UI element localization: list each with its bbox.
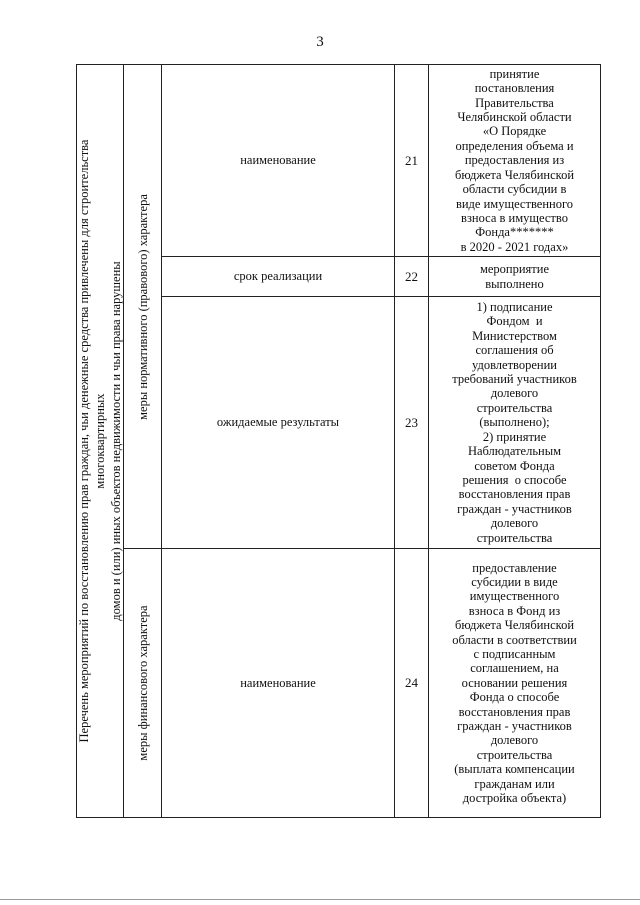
value-line: области субсидии в: [462, 182, 567, 197]
main-heading-line1: Перечень мероприятий по восстановлению прав граждан, чьи денежные средства привлечены для строительства многоквартирных: [77, 139, 107, 743]
row-label: наименование: [162, 65, 395, 257]
value-line: удовлетворении: [472, 357, 557, 372]
value-line: соглашением, на: [470, 661, 559, 676]
row-number: 21: [395, 65, 429, 257]
value-line: Фондом и: [486, 314, 543, 329]
value-line: долевого: [490, 733, 539, 748]
row-value: [429, 297, 601, 549]
value-line: восстановления прав: [458, 704, 571, 719]
value-line: 2) принятие: [482, 429, 547, 444]
value-line: строительства: [476, 400, 553, 415]
value-line: постановления: [474, 81, 555, 96]
group-financial-cell: [124, 549, 162, 818]
value-line: граждан - участников: [457, 501, 572, 516]
value-line: бюджета Челябинской: [454, 167, 575, 182]
value-line: (выполнено);: [479, 415, 550, 430]
row-label: ожидаемые результаты: [162, 297, 395, 549]
value-line: Правительства: [475, 95, 554, 110]
value-line: долевого: [490, 516, 539, 531]
row-label: срок реализации: [162, 257, 395, 297]
group-regulatory-title: меры нормативного (правового) характера: [135, 193, 150, 420]
table-row: [77, 549, 601, 818]
row-value: [429, 549, 601, 818]
value-line: Фонда о способе: [469, 690, 560, 705]
value-line: граждан - участников: [457, 719, 572, 734]
measures-table: [76, 64, 601, 818]
value-line: принятие: [489, 66, 540, 81]
value-line: выполнено: [485, 276, 544, 291]
value-line: 1) подписание: [476, 300, 553, 315]
row-number: 23: [395, 297, 429, 549]
value-line: мероприятие: [479, 262, 550, 277]
value-line: гражданам или: [474, 776, 555, 791]
table-row: [77, 65, 601, 257]
value-line: Челябинской области: [457, 110, 572, 125]
value-line: решения о способе: [462, 472, 567, 487]
value-line: строительства: [476, 747, 553, 762]
value-line: достройка объекта): [462, 791, 567, 806]
value-line: советом Фонда: [474, 458, 555, 473]
value-line: Фонда*******: [475, 225, 554, 240]
value-line: требований участников: [452, 372, 577, 387]
value-line: предоставления из: [464, 153, 565, 168]
value-line: (выплата компенсации: [454, 762, 575, 777]
group-regulatory-cell: [124, 65, 162, 549]
value-line: долевого: [490, 386, 539, 401]
main-heading: [76, 91, 124, 791]
row-number: 22: [395, 257, 429, 297]
value-line: соглашения об: [475, 343, 554, 358]
main-heading-cell: [77, 65, 124, 818]
value-line: восстановления прав: [458, 487, 571, 502]
value-line: в 2020 - 2021 годах»: [460, 239, 569, 254]
value-line: строительства: [476, 530, 553, 545]
value-line: основании решения: [461, 675, 568, 690]
value-line: субсидии в виде: [471, 574, 558, 589]
value-line: виде имущественного: [455, 196, 574, 211]
row-value: [429, 65, 601, 257]
value-line: Министерством: [472, 328, 557, 343]
value-line: определения объема и: [455, 138, 574, 153]
value-line: с подписанным: [473, 646, 556, 661]
main-heading-line2: домов и (или) иных объектов недвижимости и чьи права нарушены: [109, 261, 123, 621]
value-line: имущественного: [469, 589, 560, 604]
group-financial-title: меры финансового характера: [135, 605, 150, 761]
value-line: взноса в имущество: [461, 210, 568, 225]
page-number: 3: [316, 34, 324, 50]
value-line: взноса в Фонд из: [468, 603, 561, 618]
scan-edge-line: [0, 899, 640, 900]
row-number: 24: [395, 549, 429, 818]
value-line: Наблюдательным: [467, 444, 562, 459]
value-line: бюджета Челябинской: [454, 618, 575, 633]
row-label: наименование: [162, 549, 395, 818]
value-line: предоставление: [472, 560, 557, 575]
value-line: «О Порядке: [482, 124, 547, 139]
row-value: [429, 257, 601, 297]
value-line: области в соответствии: [452, 632, 577, 647]
